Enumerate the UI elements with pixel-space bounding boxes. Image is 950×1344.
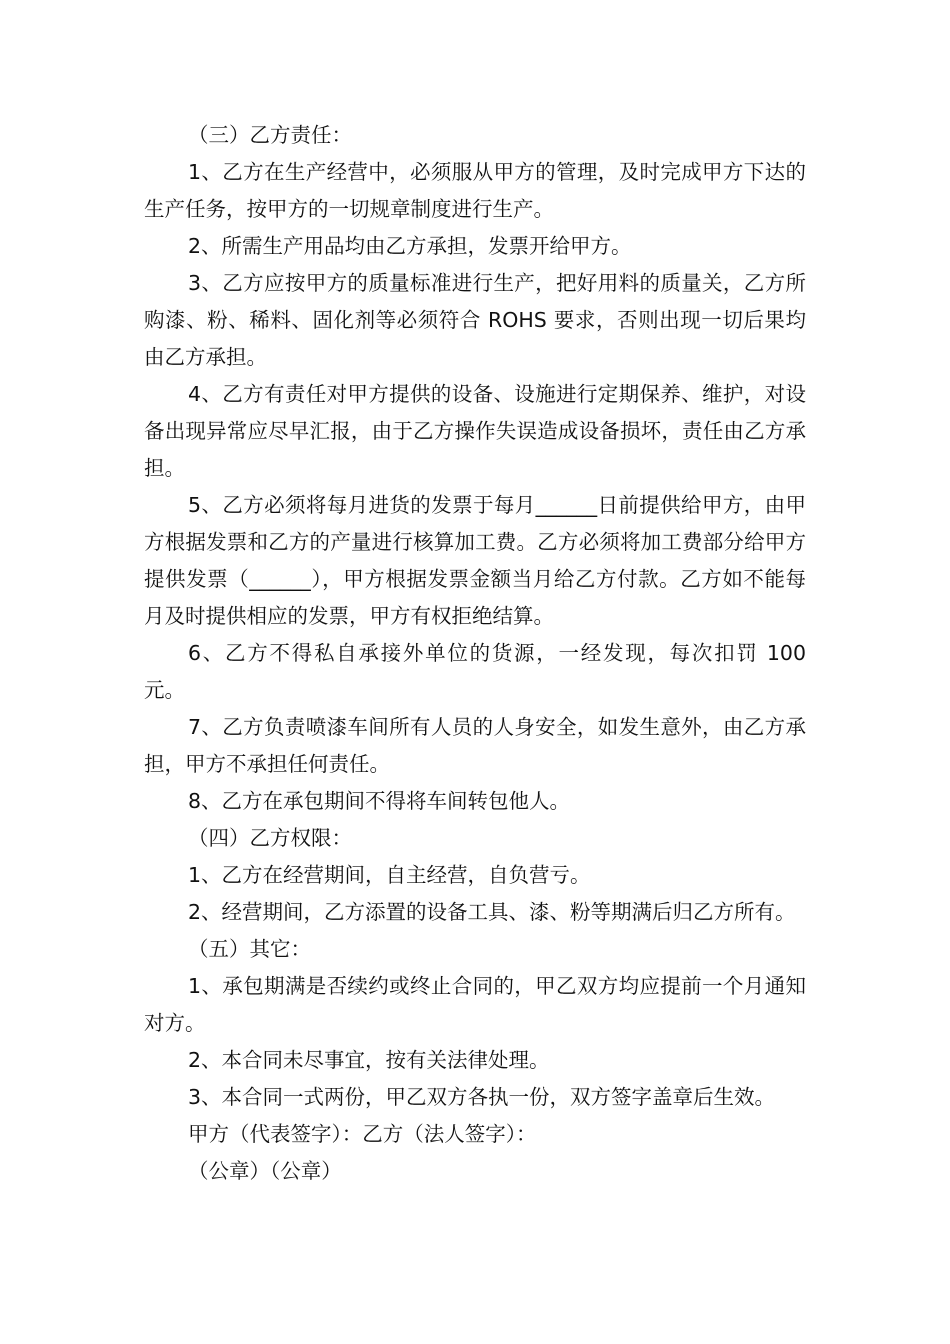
clause-other-3: 3、本合同一式两份，甲乙双方各执一份，双方签字盖章后生效。 xyxy=(188,1085,776,1109)
seal-line: （公章）（公章） xyxy=(188,1159,342,1183)
clause-other-2: 2、本合同未尽事宜，按有关法律处理。 xyxy=(188,1048,550,1072)
clause-duty-2: 2、所需生产用品均由乙方承担，发票开给甲方。 xyxy=(188,234,632,258)
section-heading-party-b-duties: （三）乙方责任： xyxy=(188,123,352,147)
clause-duty-3: 3、乙方应按甲方的质量标准进行生产，把好用料的质量关，乙方所购漆、粉、稀料、固化剂等必须符合 ROHS 要求，否则出现一切后果均由乙方承担。 xyxy=(144,271,806,369)
clause-rights-2: 2、经营期间，乙方添置的设备工具、漆、粉等期满后归乙方所有。 xyxy=(188,900,796,924)
clause-duty-4: 4、乙方有责任对甲方提供的设备、设施进行定期保养、维护，对设备出现异常应尽早汇报，由于乙方操作失误造成设备损坏，责任由乙方承担。 xyxy=(144,382,806,480)
clause-duty-8: 8、乙方在承包期间不得将车间转包他人。 xyxy=(188,789,571,813)
clause-duty-1: 1、乙方在生产经营中，必须服从甲方的管理，及时完成甲方下达的生产任务，按甲方的一切规章制度进行生产。 xyxy=(144,160,806,221)
clause-duty-7: 7、乙方负责喷漆车间所有人员的人身安全，如发生意外，由乙方承担，甲方不承担任何责任。 xyxy=(144,715,806,776)
clause-other-1: 1、承包期满是否续约或终止合同的，甲乙双方均应提前一个月通知对方。 xyxy=(144,974,806,1035)
signature-line: 甲方（代表签字）：乙方（法人签字）： xyxy=(188,1122,537,1146)
clause-rights-1: 1、乙方在经营期间，自主经营，自负营亏。 xyxy=(188,863,591,887)
section-heading-party-b-rights: （四）乙方权限： xyxy=(188,826,352,850)
section-heading-other: （五）其它： xyxy=(188,937,311,961)
contract-body xyxy=(144,117,813,1190)
clause-duty-6: 6、乙方不得私自承接外单位的货源，一经发现，每次扣罚 100 元。 xyxy=(144,641,813,702)
clause-duty-5: 5、乙方必须将每月进货的发票于每月______日前提供给甲方，由甲方根据发票和乙方的产量进行核算加工费。乙方必须将加工费部分给甲方提供发票（______），甲方根据发票金额当月给乙方付款。乙方如不能每月及时提供相应的发票，甲方有权拒绝结算。 xyxy=(144,493,806,628)
